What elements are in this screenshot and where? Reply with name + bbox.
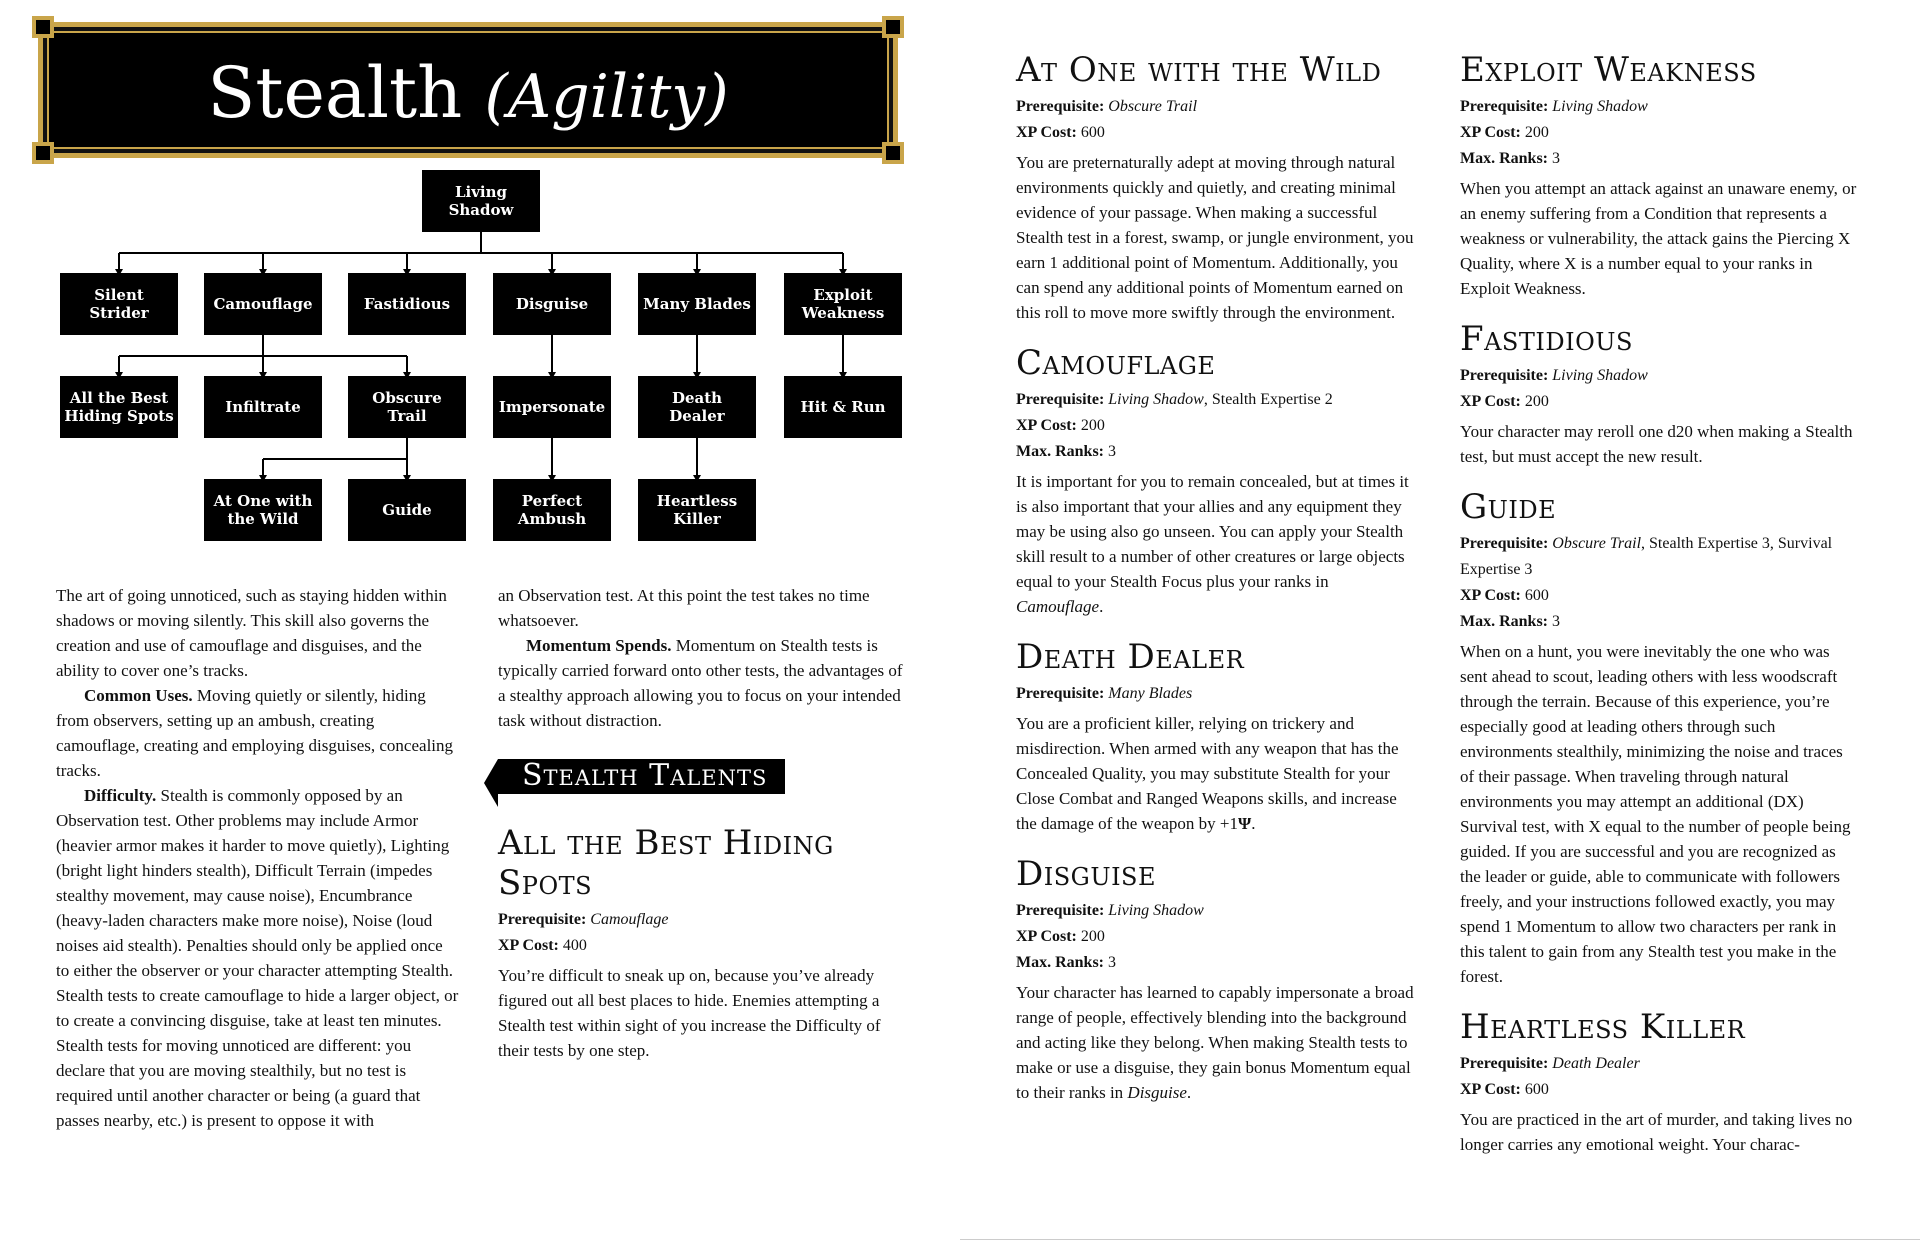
tree-node-heartless-killer: Heartless Killer [638, 479, 756, 541]
talent-death-dealer [1016, 637, 1418, 836]
banner-corner-ornament [32, 142, 54, 164]
talents-column-right [1460, 50, 1860, 1175]
section-header [498, 759, 785, 794]
talent-name: Guide [1460, 487, 1557, 527]
prereq-value: Camouflage [590, 911, 669, 928]
xp-value: 600 [1524, 587, 1549, 604]
xp-label: XP Cost: [1016, 124, 1077, 141]
ranks-value: 3 [1552, 150, 1561, 167]
prereq-label: Prerequisite: [1016, 685, 1105, 702]
tree-node-impersonate: Impersonate [493, 376, 611, 438]
prereq-label: Prerequisite: [1460, 367, 1549, 384]
talent-description: You are a proficient killer, relying on trickery and misdirection. When armed with any weapon that has the Concealed Quality, you may substitute Stealth for your Close Combat and Ranged Weapons skills, and increase the damage of the weapon by +1Ψ. [1016, 714, 1399, 833]
talent-description: You are preternaturally adept at moving through natural environments quickly and quietly, and creating minimal evidence of your passage. When making a successful Stealth test in a forest, swamp, or jungle environment, you earn 1 additional point of Momentum. Additionally, you can spend any additional points of Momentum earned on this roll to move more swiftly through the environment. [1016, 153, 1414, 322]
ranks-value: 3 [1552, 613, 1561, 630]
xp-value: 400 [562, 937, 587, 954]
talent-description: You’re difficult to sneak up on, because you’ve already figured out all best places to hide. Enemies attempting a Stealth test within sight of you increase the Difficulty of their tests by one step. [498, 966, 881, 1060]
xp-label: XP Cost: [1460, 587, 1521, 604]
ranks-label: Max. Ranks: [1460, 150, 1549, 167]
talent-description: When you attempt an attack against an unaware enemy, or an enemy suffering from a Condition that represents a weakness or vulnerability, the attack gains the Piercing X Quality, where X is a number equal to your ranks in Exploit Weakness. [1460, 179, 1857, 298]
xp-label: XP Cost: [1460, 124, 1521, 141]
difficulty-continued: an Observation test. At this point the test takes no time whatsoever. [498, 586, 870, 630]
difficulty-paragraph [56, 783, 460, 1133]
talent-fastidious [1460, 319, 1860, 469]
talent-name: Heartless Killer [1460, 1007, 1746, 1047]
intro-column-right [498, 583, 908, 1081]
talent-description: Your character has learned to capably impersonate a broad range of people, effectively blending into the background and acting like they belong. When making Stealth tests to make or use a disguise, they gain bonus Momentum equal to their ranks in Disguise. [1016, 983, 1414, 1102]
ranks-label: Max. Ranks: [1460, 613, 1549, 630]
tree-node-at-one-with-the-wild: At One with the Wild [204, 479, 322, 541]
tree-node-obscure-trail: Obscure Trail [348, 376, 466, 438]
tree-node-camouflage: Camouflage [204, 273, 322, 335]
xp-value: 200 [1080, 928, 1105, 945]
difficulty-label: Difficulty. [84, 786, 157, 805]
intro-paragraph: The art of going unnoticed, such as staying hidden within shadows or moving silently. This skill also governs the creation and use of camouflage and disguises, and the ability to cover one’s tracks. [56, 586, 447, 680]
ranks-label: Max. Ranks: [1016, 954, 1105, 971]
section-title: Stealth Talents [498, 759, 785, 794]
talent-name: Disguise [1016, 854, 1157, 894]
prereq-value: Obscure Trail [1552, 535, 1642, 552]
prereq-label: Prerequisite: [498, 911, 587, 928]
talent-exploit-weakness [1460, 50, 1860, 301]
xp-label: XP Cost: [498, 937, 559, 954]
tree-node-death-dealer: Death Dealer [638, 376, 756, 438]
talent-camouflage [1016, 343, 1418, 619]
talent-name: Death Dealer [1016, 637, 1245, 677]
prereq-value: Living Shadow [1552, 98, 1648, 115]
talent-name: At One with the Wild [1016, 50, 1382, 90]
talent-description: Your character may reroll one d20 when making a Stealth test, but must accept the new result. [1460, 422, 1853, 466]
prereq-value: Living Shadow [1552, 367, 1648, 384]
prereq-value: Living Shadow [1108, 391, 1204, 408]
prereq-extra: , Stealth Expertise 2 [1203, 391, 1333, 408]
tree-node-all-the-best-hiding-spots: All the Best Hiding Spots [60, 376, 178, 438]
prereq-label: Prerequisite: [1460, 98, 1549, 115]
xp-value: 600 [1524, 1081, 1549, 1098]
xp-label: XP Cost: [1016, 928, 1077, 945]
xp-value: 200 [1080, 417, 1105, 434]
talent-description: You are practiced in the art of murder, and taking lives no longer carries any emotional weight. Your charac- [1460, 1110, 1853, 1154]
talent-tree [58, 170, 904, 545]
tree-node-disguise: Disguise [493, 273, 611, 335]
xp-value: 600 [1080, 124, 1105, 141]
difficulty-text: Stealth is commonly opposed by an Observation test. Other problems may include Armor (heavier armor makes it harder to move quietly), Lighting (bright light hinders stealth), Difficult Terrain (impedes stealthy movement, may cause noise), Encumbrance (heavy-laden characters make more noise), Noise (loud noises aid stealth). Penalties should only be applied once to either the observer or your character attempting Stealth. Stealth tests to create camouflage to hide a larger object, or to create a convincing disguise, take at least ten minutes. Stealth tests for moving unnoticed are different: you declare that you are moving stealthily, but no test is required until another character or being (a guard that passes nearby, etc.) is present to oppose it with [56, 786, 459, 1130]
chapter-title [38, 52, 898, 134]
common-uses-paragraph [56, 683, 460, 783]
tree-node-fastidious: Fastidious [348, 273, 466, 335]
chapter-title-main: Stealth [207, 52, 463, 134]
prereq-extra: , Stealth Expertise 3, Survival Expertise 3 [1460, 535, 1833, 578]
momentum-paragraph [498, 633, 908, 733]
intro-column-left [56, 583, 460, 1133]
tree-node-infiltrate: Infiltrate [204, 376, 322, 438]
damage-dice-icon: Ψ [1238, 814, 1252, 833]
banner-corner-ornament [882, 142, 904, 164]
prereq-value: Many Blades [1108, 685, 1193, 702]
tree-node-many-blades: Many Blades [638, 273, 756, 335]
common-uses-text: Moving quietly or silently, hiding from observers, setting up an ambush, creating camouflage, creating and employing disguises, concealing tracks. [56, 686, 454, 780]
talent-name: Camouflage [1016, 343, 1216, 383]
prereq-value: Obscure Trail [1108, 98, 1198, 115]
ranks-value: 3 [1108, 443, 1117, 460]
tree-node-silent-strider: Silent Strider [60, 273, 178, 335]
momentum-text: Momentum on Stealth tests is typically carried forward onto other tests, the advantages of a stealthy approach allowing you to focus on your intended task without distraction. [498, 636, 903, 730]
right-page [960, 0, 1920, 1244]
prereq-label: Prerequisite: [1460, 1055, 1549, 1072]
talent-description: It is important for you to remain concealed, but at times it is also important that your allies and any equipment they may be using also go unseen. You can apply your Stealth skill result to a number of other creatures or large objects equal to your Stealth Focus plus your ranks in Camouflage. [1016, 472, 1409, 616]
tree-node-exploit-weakness: Exploit Weakness [784, 273, 902, 335]
prereq-label: Prerequisite: [1016, 391, 1105, 408]
prereq-label: Prerequisite: [1016, 902, 1105, 919]
chapter-title-attribute: (Agility) [484, 62, 729, 132]
talent-description: When on a hunt, you were inevitably the one who was sent ahead to scout, leading others with less woodscraft through the terrain. Because of this experience, you’re especially good at leading others through such environments stealthily, minimizing the noise and traces of their passage. When traveling through natural environments you may attempt an additional (DX) Survival test, with X equal to the number of people being guided. If you are successful and you are recognized as the leader or guide, able to communicate with followers freely, and your instructions followed exactly, you may spend 1 Momentum to allow two characters per rank in this talent to gain from any Stealth test you make in the forest. [1460, 642, 1851, 986]
talent-all-the-best-hiding-spots [498, 823, 908, 1063]
momentum-label: Momentum Spends. [526, 636, 672, 655]
talent-at-one-with-the-wild [1016, 50, 1418, 325]
talent-guide [1460, 487, 1860, 989]
page-bottom-rule [960, 1239, 1920, 1240]
xp-label: XP Cost: [1016, 417, 1077, 434]
banner-corner-ornament [32, 16, 54, 38]
common-uses-label: Common Uses. [84, 686, 193, 705]
prereq-value: Living Shadow [1108, 902, 1204, 919]
prereq-label: Prerequisite: [1016, 98, 1105, 115]
tree-node-living-shadow: Living Shadow [422, 170, 540, 232]
ranks-label: Max. Ranks: [1016, 443, 1105, 460]
tree-node-hit-and-run: Hit & Run [784, 376, 902, 438]
xp-label: XP Cost: [1460, 1081, 1521, 1098]
ranks-value: 3 [1108, 954, 1117, 971]
talent-disguise [1016, 854, 1418, 1105]
xp-value: 200 [1524, 393, 1549, 410]
banner-corner-ornament [882, 16, 904, 38]
chapter-banner [38, 22, 898, 158]
talent-name: Fastidious [1460, 319, 1633, 359]
tree-node-perfect-ambush: Perfect Ambush [493, 479, 611, 541]
prereq-label: Prerequisite: [1460, 535, 1549, 552]
talent-name: Exploit Weakness [1460, 50, 1757, 90]
prereq-value: Death Dealer [1552, 1055, 1640, 1072]
xp-value: 200 [1524, 124, 1549, 141]
talent-name: All the Best Hiding Spots [498, 823, 834, 903]
talent-heartless-killer [1460, 1007, 1860, 1157]
talents-column-left [1016, 50, 1418, 1123]
tree-node-guide: Guide [348, 479, 466, 541]
xp-label: XP Cost: [1460, 393, 1521, 410]
